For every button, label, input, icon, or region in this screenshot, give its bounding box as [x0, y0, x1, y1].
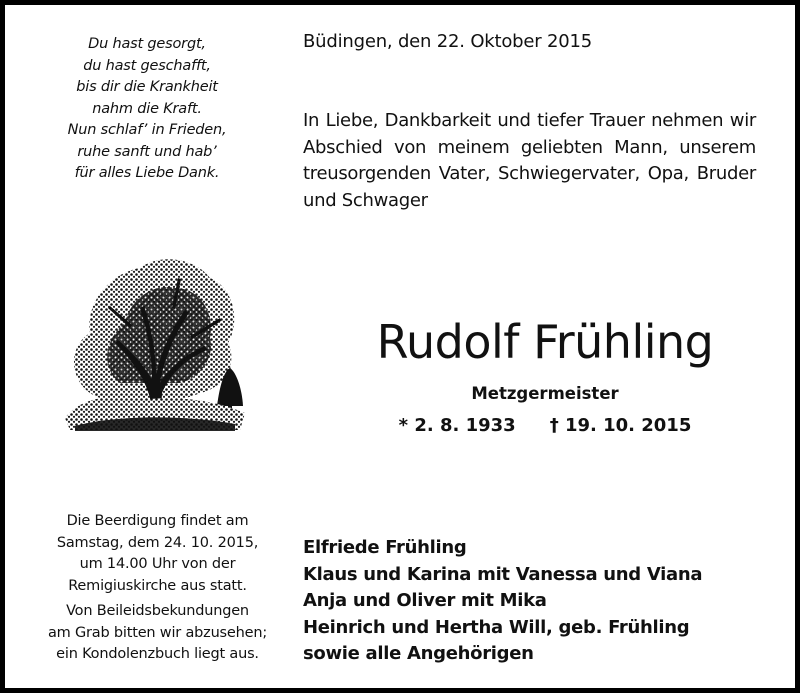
poem-line: für alles Liebe Dank. — [74, 165, 220, 181]
condolence-line: ein Kondolenzbuch liegt aus. — [56, 646, 259, 662]
funeral-line: Remigiuskirche aus statt. — [68, 577, 247, 594]
funeral-line: um 14.00 Uhr von der — [79, 556, 236, 572]
poem-line: bis dir die Krankheit — [76, 79, 218, 95]
place-and-date: Büdingen, den 22. Oktober 2015 — [303, 31, 593, 52]
poem-line: nahm die Kraft. — [92, 100, 202, 117]
mourner: Heinrich und Hertha Will, geb. Frühling — [303, 616, 690, 638]
mourner: Anja und Oliver mit Mika — [303, 590, 547, 611]
deceased-profession: Metzgermeister — [471, 384, 619, 403]
death-date: † 19. 10. 2015 — [549, 415, 692, 436]
tree-icon — [60, 248, 250, 433]
memorial-poem — [47, 34, 247, 185]
life-dates — [330, 413, 760, 439]
birth-date: * 2. 8. 1933 — [398, 415, 516, 436]
mourner: Klaus und Karina mit Vanessa und Viana — [303, 563, 703, 585]
obituary-card — [5, 5, 795, 688]
poem-line: ruhe sanft und hab’ — [77, 143, 217, 160]
mourners-list — [303, 535, 763, 668]
funeral-line: Samstag, dem 24. 10. 2015, — [56, 534, 259, 551]
condolence-line: Von Beileidsbekundungen — [66, 603, 249, 619]
funeral-paragraph — [30, 511, 285, 597]
mourner: Elfriede Frühling — [303, 537, 467, 558]
condolence-paragraph — [30, 601, 285, 666]
funeral-line: Die Beerdigung findet am — [66, 513, 249, 529]
poem-line: Nun schlaf’ in Frieden, — [67, 122, 227, 138]
intro-text: In Liebe, Dankbarkeit und tiefer Trauer nehmen wir Abschied von meinem geliebten Mann, unserem treusorgenden Vater, Schwiegervater, Opa, Bruder und Schwager — [303, 110, 756, 211]
poem-line: Du hast gesorgt, — [88, 36, 206, 52]
deceased-name: Rudolf Frühling — [376, 315, 714, 369]
mourner: sowie alle Angehörigen — [303, 643, 534, 664]
condolence-line: am Grab bitten wir abzusehen; — [47, 624, 268, 641]
poem-line: du hast geschafft, — [83, 57, 211, 74]
funeral-info — [30, 511, 285, 666]
